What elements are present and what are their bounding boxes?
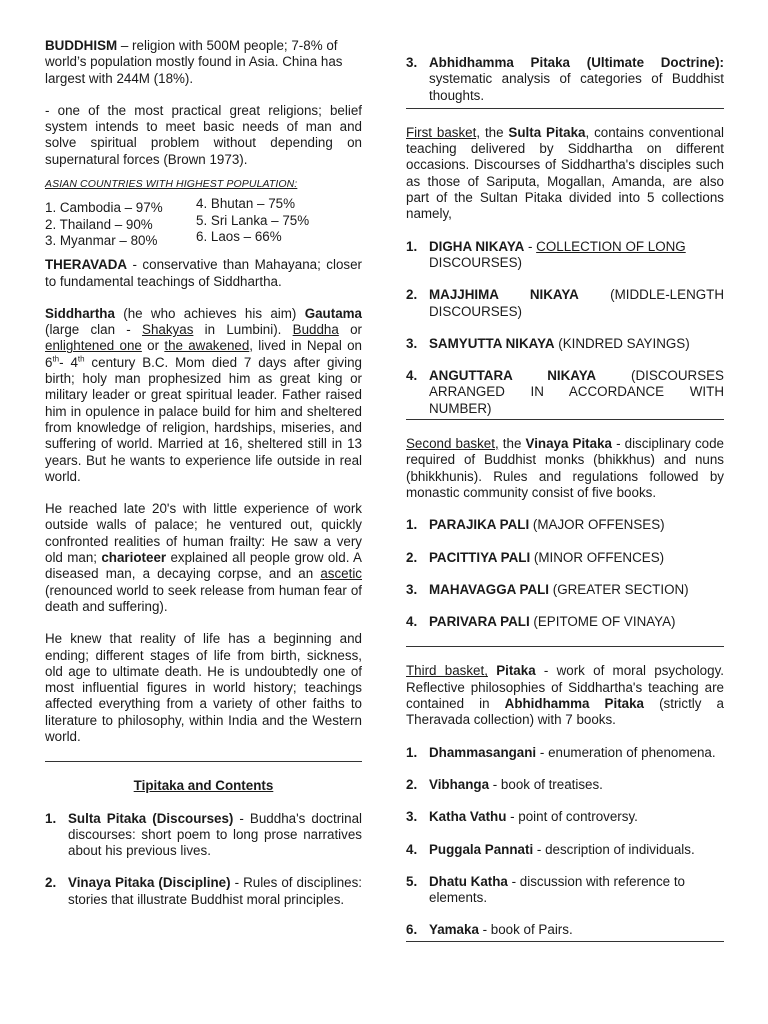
reality-paragraph: He knew that reality of life has a beginning and ending; different stages of life from birth, sickness, old age to ultimate death. He is undoubtedly one of most influential figures in world history; teachings affected everything from a variety of other faiths to literature to philosophy, within India and the Western world. bbox=[45, 631, 362, 744]
list-item: 3. Abhidhamma Pitaka (Ultimate Doctrine): systematic analysis of categories of Buddhist thoughts. bbox=[406, 55, 724, 103]
divider bbox=[406, 941, 724, 942]
country-item: 2. Thailand – 90% bbox=[45, 216, 153, 232]
divider bbox=[406, 646, 724, 647]
list-item: 5. Dhatu Katha - discussion with reference to elements. bbox=[406, 873, 686, 906]
third-basket-paragraph: Third basket, Pitaka - work of moral psychology. Reflective philosophies of Siddhartha's teaching are contained in Abhidhamma Pitaka (strictly a Theravada collection) with 7 books. bbox=[406, 663, 724, 728]
list-item: 1. Sulta Pitaka (Discourses) - Buddha's doctrinal discourses: short poem to long prose narratives about his previous lives. bbox=[45, 810, 363, 859]
list-item: 2. PACITTIYA PALI (MINOR OFFENCES) bbox=[406, 549, 665, 565]
divider bbox=[406, 108, 724, 109]
list-item: 4. Puggala Pannati - description of individuals. bbox=[406, 841, 695, 857]
divider bbox=[406, 419, 724, 420]
list-item: 6. Yamaka - book of Pairs. bbox=[406, 922, 573, 938]
countries-heading: ASIAN COUNTRIES WITH HIGHEST POPULATION: bbox=[45, 178, 298, 191]
late-20s-paragraph: He reached late 20's with little experience of work outside walls of palace; he ventured out, quickly confronted realities of human frailty: He saw a very old man; charioteer explained all people grow old. A diseased man, a decaying corpse, and an ascetic (renounced world to seek release from human fear of death and suffering). bbox=[45, 501, 362, 614]
abhidhamma-books-list bbox=[406, 745, 724, 939]
country-item: 6. Laos – 66% bbox=[196, 228, 282, 244]
tipitaka-list bbox=[45, 811, 362, 908]
country-item: 3. Myanmar – 80% bbox=[45, 232, 158, 248]
list-item: 2. Vibhanga - book of treatises. bbox=[406, 776, 603, 792]
first-basket-paragraph: First basket, the Sulta Pitaka, contains conventional teaching delivered by Siddhartha on different occasions. Discourses of Siddhartha's disciples such as those of Sariputa, Mogallan, Amanda, are also part of the Sultan Pitaka divided into 5 collections namely, bbox=[406, 124, 724, 222]
vinaya-books-list bbox=[406, 517, 724, 630]
left-column bbox=[45, 38, 362, 908]
list-item: 2. MAJJHIMA NIKAYA (MIDDLE-LENGTH DISCOURSES) bbox=[406, 287, 724, 319]
siddhartha-paragraph: Siddhartha (he who achieves his aim) Gautama (large clan - Shakyas in Lumbini). Buddha or enlightened one or the awakened, lived in Nepal on 6th- 4th century B.C. Mom died 7 days after giving birth; holy man prophesized him as great king or military leader or great spiritual leader. Father raised him in opulence in palace build for him and sheltered from knowledge of religion, hardships, miseries, and suffering of world. Married at 16, sheltered still in 13 years. But he wants to experience life outside in real world. bbox=[45, 305, 362, 484]
list-item: 4. PARIVARA PALI (EPITOME OF VINAYA) bbox=[406, 614, 676, 630]
list-item: 1. DIGHA NIKAYA - COLLECTION OF LONG DISCOURSES) bbox=[406, 238, 686, 270]
theravada-paragraph: THERAVADA - conservative than Mahayana; closer to fundamental teachings of Siddhartha. bbox=[45, 257, 362, 289]
list-item: 4. ANGUTTARA NIKAYA (DISCOURSES ARRANGED IN ACCORDANCE WITH NUMBER) bbox=[406, 368, 724, 416]
divider bbox=[45, 761, 362, 762]
list-item: 1. Dhammasangani - enumeration of phenomena. bbox=[406, 744, 716, 760]
list-item: 3. SAMYUTTA NIKAYA (KINDRED SAYINGS) bbox=[406, 335, 690, 351]
country-item: 5. Sri Lanka – 75% bbox=[196, 212, 310, 228]
tipitaka-item-3 bbox=[406, 55, 724, 104]
list-item: 1. PARAJIKA PALI (MAJOR OFFENSES) bbox=[406, 517, 665, 533]
countries-col-1 bbox=[45, 200, 196, 249]
buddhism-term: BUDDHISM bbox=[45, 38, 118, 53]
nikaya-list bbox=[406, 239, 724, 417]
right-column bbox=[406, 55, 724, 942]
country-item: 1. Cambodia – 97% bbox=[45, 200, 163, 216]
list-item: 3. MAHAVAGGA PALI (GREATER SECTION) bbox=[406, 581, 689, 597]
buddhism-intro: BUDDHISM – religion with 500M people; 7-8% of world’s population mostly found in Asia. China has largest with 244M (18%). bbox=[45, 38, 343, 86]
tipitaka-heading: Tipitaka and Contents bbox=[133, 778, 274, 794]
list-item: 2. Vinaya Pitaka (Discipline) - Rules of disciplines: stories that illustrate Buddhist moral principles. bbox=[45, 875, 362, 907]
practical-paragraph: - one of the most practical great religions; belief system intends to meet basic needs of man and solve spiritual problem without depending on supernatural forces (Brown 1973). bbox=[45, 102, 362, 167]
second-basket-paragraph: Second basket, the Vinaya Pitaka - disciplinary code required of Buddhist monks (bhikkhus) and nuns (bhikkhunis). Rules and regulations followed by monastic community consist of five books. bbox=[406, 436, 724, 500]
countries-col-2 bbox=[196, 196, 362, 249]
countries-list bbox=[45, 196, 362, 249]
list-item: 3. Katha Vathu - point of controversy. bbox=[406, 809, 638, 825]
country-item: 4. Bhutan – 75% bbox=[196, 196, 296, 212]
